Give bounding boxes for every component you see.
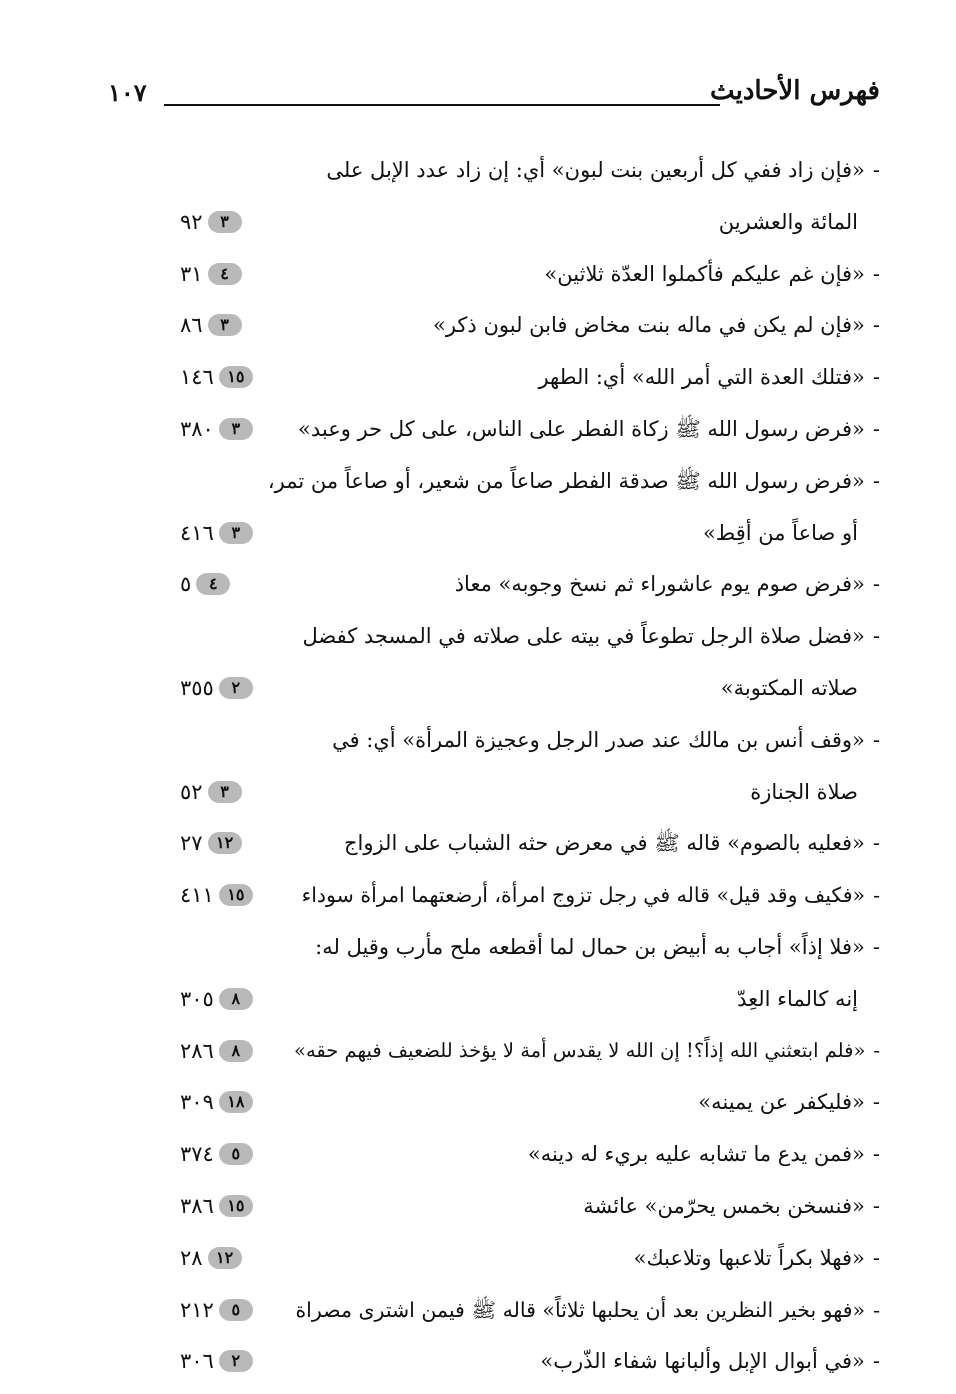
entry-text-continued: أو صاعاً من أقِط» (702, 521, 858, 545)
volume-badge: ١٥ (219, 366, 253, 388)
entry-reference (180, 507, 253, 559)
entry-dash: - (873, 1298, 880, 1322)
entry-dash: - (872, 624, 880, 648)
entry-text-body: «فإن غم عليكم فأكملوا العدّة ثلاثين» (544, 262, 865, 286)
page-number: ١٠٧ (108, 78, 147, 107)
page-reference: ٣٠٥ (180, 987, 214, 1011)
entry-text-body: «فإن لم يكن في ماله بنت مخاض فابن لبون ذكر» (433, 313, 865, 337)
page-reference: ٣٧٤ (180, 1142, 214, 1166)
entry-text-body: «فلم ابتعثني الله إذاً؟! إن الله لا يقدس أمة لا يؤخذ للضعيف فيهم حقه» (294, 1039, 866, 1062)
volume-badge: ١٨ (219, 1091, 253, 1113)
entry-reference (180, 299, 242, 351)
index-entry (180, 817, 880, 869)
entry-reference (180, 817, 242, 869)
volume-badge: ٤ (196, 573, 230, 595)
entry-text-body: «فنسخن بخمس يحرّمن» عائشة (583, 1194, 865, 1218)
entry-text-body: «فلا إذاً» أجاب به أبيض بن حمال لما أقطعه ملح مأرب وقيل له: (315, 935, 865, 959)
entry-text (326, 144, 880, 196)
entry-text-continued: صلاته المكتوبة» (720, 676, 858, 700)
entry-reference (180, 558, 230, 610)
entry-text (528, 1128, 880, 1180)
entry-text-body: «فرض رسول الله ﷺ صدقة الفطر صاعاً من شعير، أو صاعاً من تمر، (267, 469, 865, 493)
index-entry (180, 1232, 880, 1284)
entry-text-body: «فمن يدع ما تشابه عليه بريء له دينه» (527, 1142, 865, 1166)
entry-reference (180, 1128, 253, 1180)
entry-reference (180, 351, 253, 403)
entry-reference (180, 973, 253, 1025)
index-entry (180, 351, 880, 403)
volume-badge: ٢ (219, 1350, 253, 1372)
entry-text-body: «فتلك العدة التي أمر الله» أي: الطهر (538, 365, 865, 389)
volume-badge: ١٥ (219, 1195, 253, 1217)
entry-dash: - (872, 1349, 880, 1373)
page-reference: ٤١٦ (180, 521, 214, 545)
entry-dash: - (872, 1194, 880, 1218)
volume-badge: ٣ (208, 314, 242, 336)
entry-text (268, 455, 880, 507)
entry-reference (180, 1284, 253, 1336)
page-reference: ٢١٢ (180, 1298, 214, 1322)
page-reference: ٤١١ (180, 883, 214, 907)
header-rule (164, 104, 720, 106)
entry-reference (180, 1025, 253, 1077)
entry-dash: - (872, 313, 880, 337)
index-entry-continuation (180, 507, 880, 559)
page-reference: ٨٦ (180, 313, 203, 337)
index-entry (180, 1180, 880, 1232)
entry-text (344, 817, 880, 869)
entry-dash: - (872, 1142, 880, 1166)
index-entry (180, 455, 880, 507)
index-entry (180, 1128, 880, 1180)
entry-text-body: «وقف أنس بن مالك عند صدر الرجل وعجيزة المرأة» أي: في (332, 728, 865, 752)
index-entry (180, 1025, 880, 1077)
entry-dash: - (872, 831, 880, 855)
index-entry (180, 403, 880, 455)
page-reference: ٣٥٥ (180, 676, 214, 700)
volume-badge: ٣ (219, 522, 253, 544)
page-reference: ٣٨٦ (180, 1194, 214, 1218)
page-reference: ٥٢ (180, 780, 203, 804)
index-entry (180, 299, 880, 351)
page-reference: ٣٠٩ (180, 1090, 214, 1114)
entry-text (540, 1335, 880, 1387)
entry-text (433, 299, 880, 351)
entry-dash: - (872, 1090, 880, 1114)
entry-text-continued: إنه كالماء العِدّ (737, 987, 858, 1011)
page-reference: ٣١ (180, 262, 203, 286)
page-reference: ٢٧ (180, 831, 203, 855)
index-entry (180, 1076, 880, 1128)
entry-reference (180, 196, 242, 248)
entry-dash: - (872, 158, 880, 182)
entry-text (302, 610, 880, 662)
page-reference: ٢٨ (180, 1246, 203, 1270)
entry-dash: - (872, 935, 880, 959)
index-entry (180, 1335, 880, 1387)
entry-dash: - (873, 883, 880, 907)
entry-text (698, 1076, 880, 1128)
volume-badge: ٥ (219, 1143, 253, 1165)
index-entry (180, 1284, 880, 1336)
volume-badge: ١٥ (219, 884, 253, 906)
entry-dash: - (872, 365, 880, 389)
index-entry-continuation (180, 973, 880, 1025)
entry-text-body: «فإن زاد ففي كل أربعين بنت لبون» أي: إن زاد عدد الإبل على (326, 158, 865, 182)
entry-text (294, 1025, 880, 1077)
entry-dash: - (873, 1039, 880, 1062)
entry-reference (180, 1335, 253, 1387)
volume-badge: ٣ (219, 418, 253, 440)
index-entry (180, 714, 880, 766)
volume-badge: ٥ (219, 1299, 253, 1321)
entry-text-body: «فهو بخير النظرين بعد أن يحلبها ثلاثاً» قاله ﷺ فيمن اشترى مصراة (295, 1298, 866, 1322)
page-reference: ٣٠٦ (180, 1349, 214, 1373)
entry-dash: - (872, 469, 880, 493)
entry-reference (180, 1232, 242, 1284)
entry-reference (180, 1180, 253, 1232)
index-entry (180, 248, 880, 300)
entry-reference (180, 766, 242, 818)
entry-dash: - (872, 728, 880, 752)
volume-badge: ٨ (219, 1040, 253, 1062)
entry-text-body: «فهلا بكراً تلاعبها وتلاعبك» (633, 1246, 865, 1270)
volume-badge: ٨ (219, 988, 253, 1010)
volume-badge: ١٢ (208, 1247, 242, 1269)
entry-dash: - (872, 572, 880, 596)
entry-text (455, 558, 880, 610)
entry-reference (180, 869, 253, 921)
entry-text (302, 869, 880, 921)
page-reference: ٣٨٠ (180, 417, 214, 441)
entry-text-body: «في أبوال الإبل وألبانها شفاء الذّرب» (540, 1349, 865, 1373)
entry-reference (180, 1076, 253, 1128)
entry-text-body: «فليكفر عن يمينه» (698, 1090, 865, 1114)
entry-text-continued: صلاة الجنازة (750, 780, 858, 804)
entry-text (315, 921, 880, 973)
entry-text (583, 1180, 880, 1232)
entry-text-body: «فرض صوم يوم عاشوراء ثم نسخ وجوبه» معاذ (454, 572, 865, 596)
running-header (108, 76, 880, 124)
volume-badge: ٤ (208, 263, 242, 285)
entry-reference (180, 248, 242, 300)
entry-text-body: «فرض رسول الله ﷺ زكاة الفطر على الناس، على كل حر وعبد» (298, 417, 865, 441)
entry-text (634, 1232, 880, 1284)
volume-badge: ٣ (208, 781, 242, 803)
volume-badge: ٣ (208, 211, 242, 233)
page-reference: ٩٢ (180, 210, 203, 234)
entry-text-body: «فعليه بالصوم» قاله ﷺ في معرض حثه الشباب على الزواج (343, 831, 865, 855)
entry-reference (180, 662, 253, 714)
entry-text-body: «فضل صلاة الرجل تطوعاً في بيته على صلاته في المسجد كفضل (302, 624, 865, 648)
volume-badge: ٢ (219, 677, 253, 699)
entry-text (295, 1284, 880, 1336)
index-entry (180, 558, 880, 610)
entry-text-continued: المائة والعشرين (718, 210, 858, 234)
index-entry (180, 610, 880, 662)
entry-text (298, 403, 880, 455)
page-reference: ٥ (180, 572, 192, 596)
index-entry-continuation (180, 662, 880, 714)
page-reference: ٢٨٦ (180, 1039, 214, 1063)
entry-text (332, 714, 880, 766)
volume-badge: ١٢ (208, 832, 242, 854)
page-title: فهرس الأحاديث (710, 76, 880, 106)
entry-dash: - (872, 1246, 880, 1270)
index-entry (180, 144, 880, 196)
index-entry (180, 921, 880, 973)
entry-reference (180, 403, 253, 455)
index-entry (180, 869, 880, 921)
entry-text (544, 248, 880, 300)
entry-dash: - (872, 262, 880, 286)
entry-text-body: «فكيف وقد قيل» قاله في رجل تزوج امرأة، أرضعتهما امرأة سوداء (301, 883, 866, 907)
entry-dash: - (872, 417, 880, 441)
index-entry-continuation (180, 766, 880, 818)
page-reference: ١٤٦ (180, 365, 214, 389)
entry-text (538, 351, 880, 403)
index-entry-continuation (180, 196, 880, 248)
